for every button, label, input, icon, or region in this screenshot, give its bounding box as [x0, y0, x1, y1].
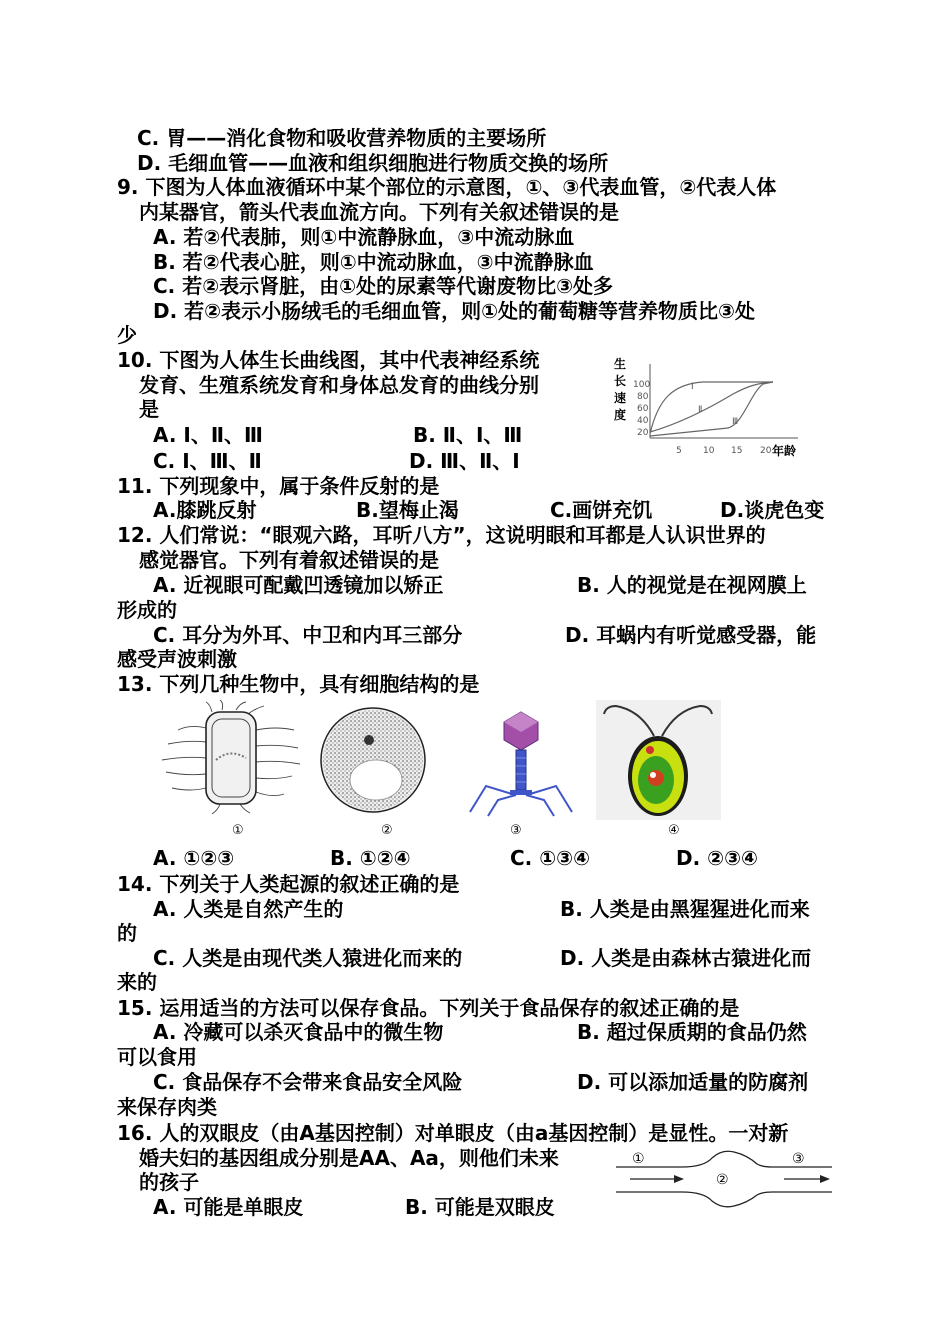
q12-option-c: C. 耳分为外耳、中卫和内耳三部分	[153, 623, 463, 647]
q11-stem: 11. 下列现象中，属于条件反射的是	[117, 474, 440, 498]
q10-stem-3: 是	[139, 397, 159, 421]
q8-option-c: C. 胃——消化食物和吸收营养物质的主要场所	[137, 126, 547, 150]
q13-stem: 13. 下列几种生物中，具有细胞结构的是	[117, 672, 480, 696]
q15-option-b: B. 超过保质期的食品仍然	[577, 1020, 807, 1044]
q10-stem-1: 10. 下图为人体生长曲线图，其中代表神经系统	[117, 348, 540, 372]
curve-label-I: Ⅰ	[691, 382, 694, 392]
bacterium-figure	[160, 700, 305, 815]
q15-option-b-cont: 可以食用	[117, 1045, 197, 1069]
q11-option-c: C.画饼充饥	[550, 498, 653, 522]
q15-option-d: D. 可以添加适量的防腐剂	[577, 1070, 809, 1094]
q14-option-c: C. 人类是由现代类人猿进化而来的	[153, 946, 463, 970]
q13-option-c: C. ①③④	[510, 846, 591, 870]
q9-option-c: C. 若②表示肾脏，由①处的尿素等代谢废物比③处多	[153, 274, 614, 298]
q15-option-c: C. 食品保存不会带来食品安全风险	[153, 1070, 463, 1094]
q9-stem-1: 9. 下图为人体血液循环中某个部位的示意图，①、③代表血管，②代表人体	[117, 175, 777, 199]
q12-option-d-cont: 感受声波刺激	[117, 647, 237, 671]
growth-curve-figure	[608, 354, 834, 458]
q16-stem-3: 的孩子	[139, 1170, 199, 1194]
q12-option-a: A. 近视眼可配戴凹透镜加以矫正	[153, 573, 444, 597]
q8-option-d: D. 毛细血管——血液和组织细胞进行物质交换的场所	[137, 151, 609, 175]
organism-label-1: ①	[232, 823, 244, 838]
organism-label-4: ④	[668, 823, 680, 838]
q11-option-d: D.谈虎色变	[720, 498, 825, 522]
q13-option-a: A. ①②③	[153, 846, 235, 870]
ylabel-char-1: 生	[614, 357, 627, 371]
curve-label-II: Ⅱ	[698, 405, 703, 415]
ytick-60: 60	[637, 404, 649, 414]
bacteriophage-figure	[462, 708, 580, 818]
ylabel-char-4: 度	[614, 408, 627, 422]
growth-curve-svg	[608, 354, 834, 458]
q14-option-d: D. 人类是由森林古猿进化而	[560, 946, 812, 970]
q9-option-d-cont: 少	[117, 323, 137, 347]
ytick-20: 20	[637, 428, 649, 438]
q13-option-d: D. ②③④	[676, 846, 758, 870]
curve-III	[650, 382, 773, 436]
q10-option-a: A. Ⅰ、Ⅱ、Ⅲ	[153, 423, 263, 447]
q10-option-d: D. Ⅲ、Ⅱ、Ⅰ	[409, 449, 520, 473]
curve-label-III: Ⅲ	[732, 417, 739, 427]
q11-option-a: A.膝跳反射	[153, 498, 257, 522]
q10-option-c: C. Ⅰ、Ⅲ、Ⅱ	[153, 449, 262, 473]
egg-cell-icon	[318, 704, 428, 816]
xlabel: 年龄	[772, 444, 797, 458]
q14-option-d-cont: 来的	[117, 970, 157, 994]
ylabel-char-2: 长	[614, 374, 627, 388]
q16-stem-2: 婚夫妇的基因组成分别是AA、Aa，则他们未来	[139, 1146, 559, 1170]
q12-stem-1: 12. 人们常说：“眼观六路，耳听八方”，这说明眼和耳都是人认识世界的	[117, 523, 766, 547]
q16-option-a: A. 可能是单眼皮	[153, 1195, 304, 1219]
q14-option-b: B. 人类是由黑猩猩进化而来	[560, 897, 810, 921]
ytick-80: 80	[637, 392, 649, 402]
xtick-10: 10	[703, 446, 715, 456]
q12-option-b: B. 人的视觉是在视网膜上	[577, 573, 807, 597]
q13-option-b: B. ①②④	[330, 846, 411, 870]
vessel-label-1: ①	[632, 1151, 645, 1167]
vessel-label-2: ②	[716, 1172, 729, 1188]
q15-stem: 15. 运用适当的方法可以保存食品。下列关于食品保存的叙述正确的是	[117, 996, 740, 1020]
q15-option-a: A. 冷藏可以杀灭食品中的微生物	[153, 1020, 444, 1044]
q11-option-b: B.望梅止渴	[356, 498, 459, 522]
q14-option-a: A. 人类是自然产生的	[153, 897, 344, 921]
vessel-diagram-svg	[612, 1146, 836, 1212]
bacterium-icon	[160, 700, 305, 815]
q12-stem-2: 感觉器官。下列有着叙述错误的是	[139, 548, 439, 572]
q16-stem-1: 16. 人的双眼皮（由A基因控制）对单眼皮（由a基因控制）是显性。一对新	[117, 1121, 789, 1145]
q10-option-b: B. Ⅱ、Ⅰ、Ⅲ	[413, 423, 523, 447]
q9-option-a: A. 若②代表肺，则①中流静脉血，③中流动脉血	[153, 225, 575, 249]
curve-II	[650, 382, 773, 432]
ytick-100: 100	[633, 380, 651, 390]
vessel-diagram	[612, 1146, 836, 1212]
q16-option-b: B. 可能是双眼皮	[405, 1195, 555, 1219]
bacteriophage-icon	[462, 708, 580, 818]
q14-option-b-cont: 的	[117, 921, 137, 945]
ytick-40: 40	[637, 416, 649, 426]
q9-option-b: B. 若②代表心脏，则①中流动脉血，③中流静脉血	[153, 250, 594, 274]
vessel-label-3: ③	[792, 1151, 805, 1167]
q15-option-d-cont: 来保存肉类	[117, 1095, 217, 1119]
green-alga-icon	[596, 700, 721, 820]
q12-option-b-cont: 形成的	[117, 598, 177, 622]
xtick-5: 5	[676, 446, 682, 456]
ylabel-char-3: 速	[614, 391, 627, 405]
green-alga-figure	[596, 700, 721, 820]
xtick-20: 20	[760, 446, 772, 456]
organism-label-2: ②	[381, 823, 393, 838]
xtick-15: 15	[731, 446, 743, 456]
q9-option-d: D. 若②表示小肠绒毛的毛细血管，则①处的葡萄糖等营养物质比③处	[153, 299, 755, 323]
q12-option-d: D. 耳蜗内有听觉感受器，能	[565, 623, 817, 647]
q14-stem: 14. 下列关于人类起源的叙述正确的是	[117, 872, 460, 896]
organism-label-3: ③	[510, 823, 522, 838]
egg-cell-figure	[318, 704, 428, 816]
q10-stem-2: 发育、生殖系统发育和身体总发育的曲线分别	[139, 373, 539, 397]
q9-stem-2: 内某器官，箭头代表血流方向。下列有关叙述错误的是	[139, 200, 619, 224]
